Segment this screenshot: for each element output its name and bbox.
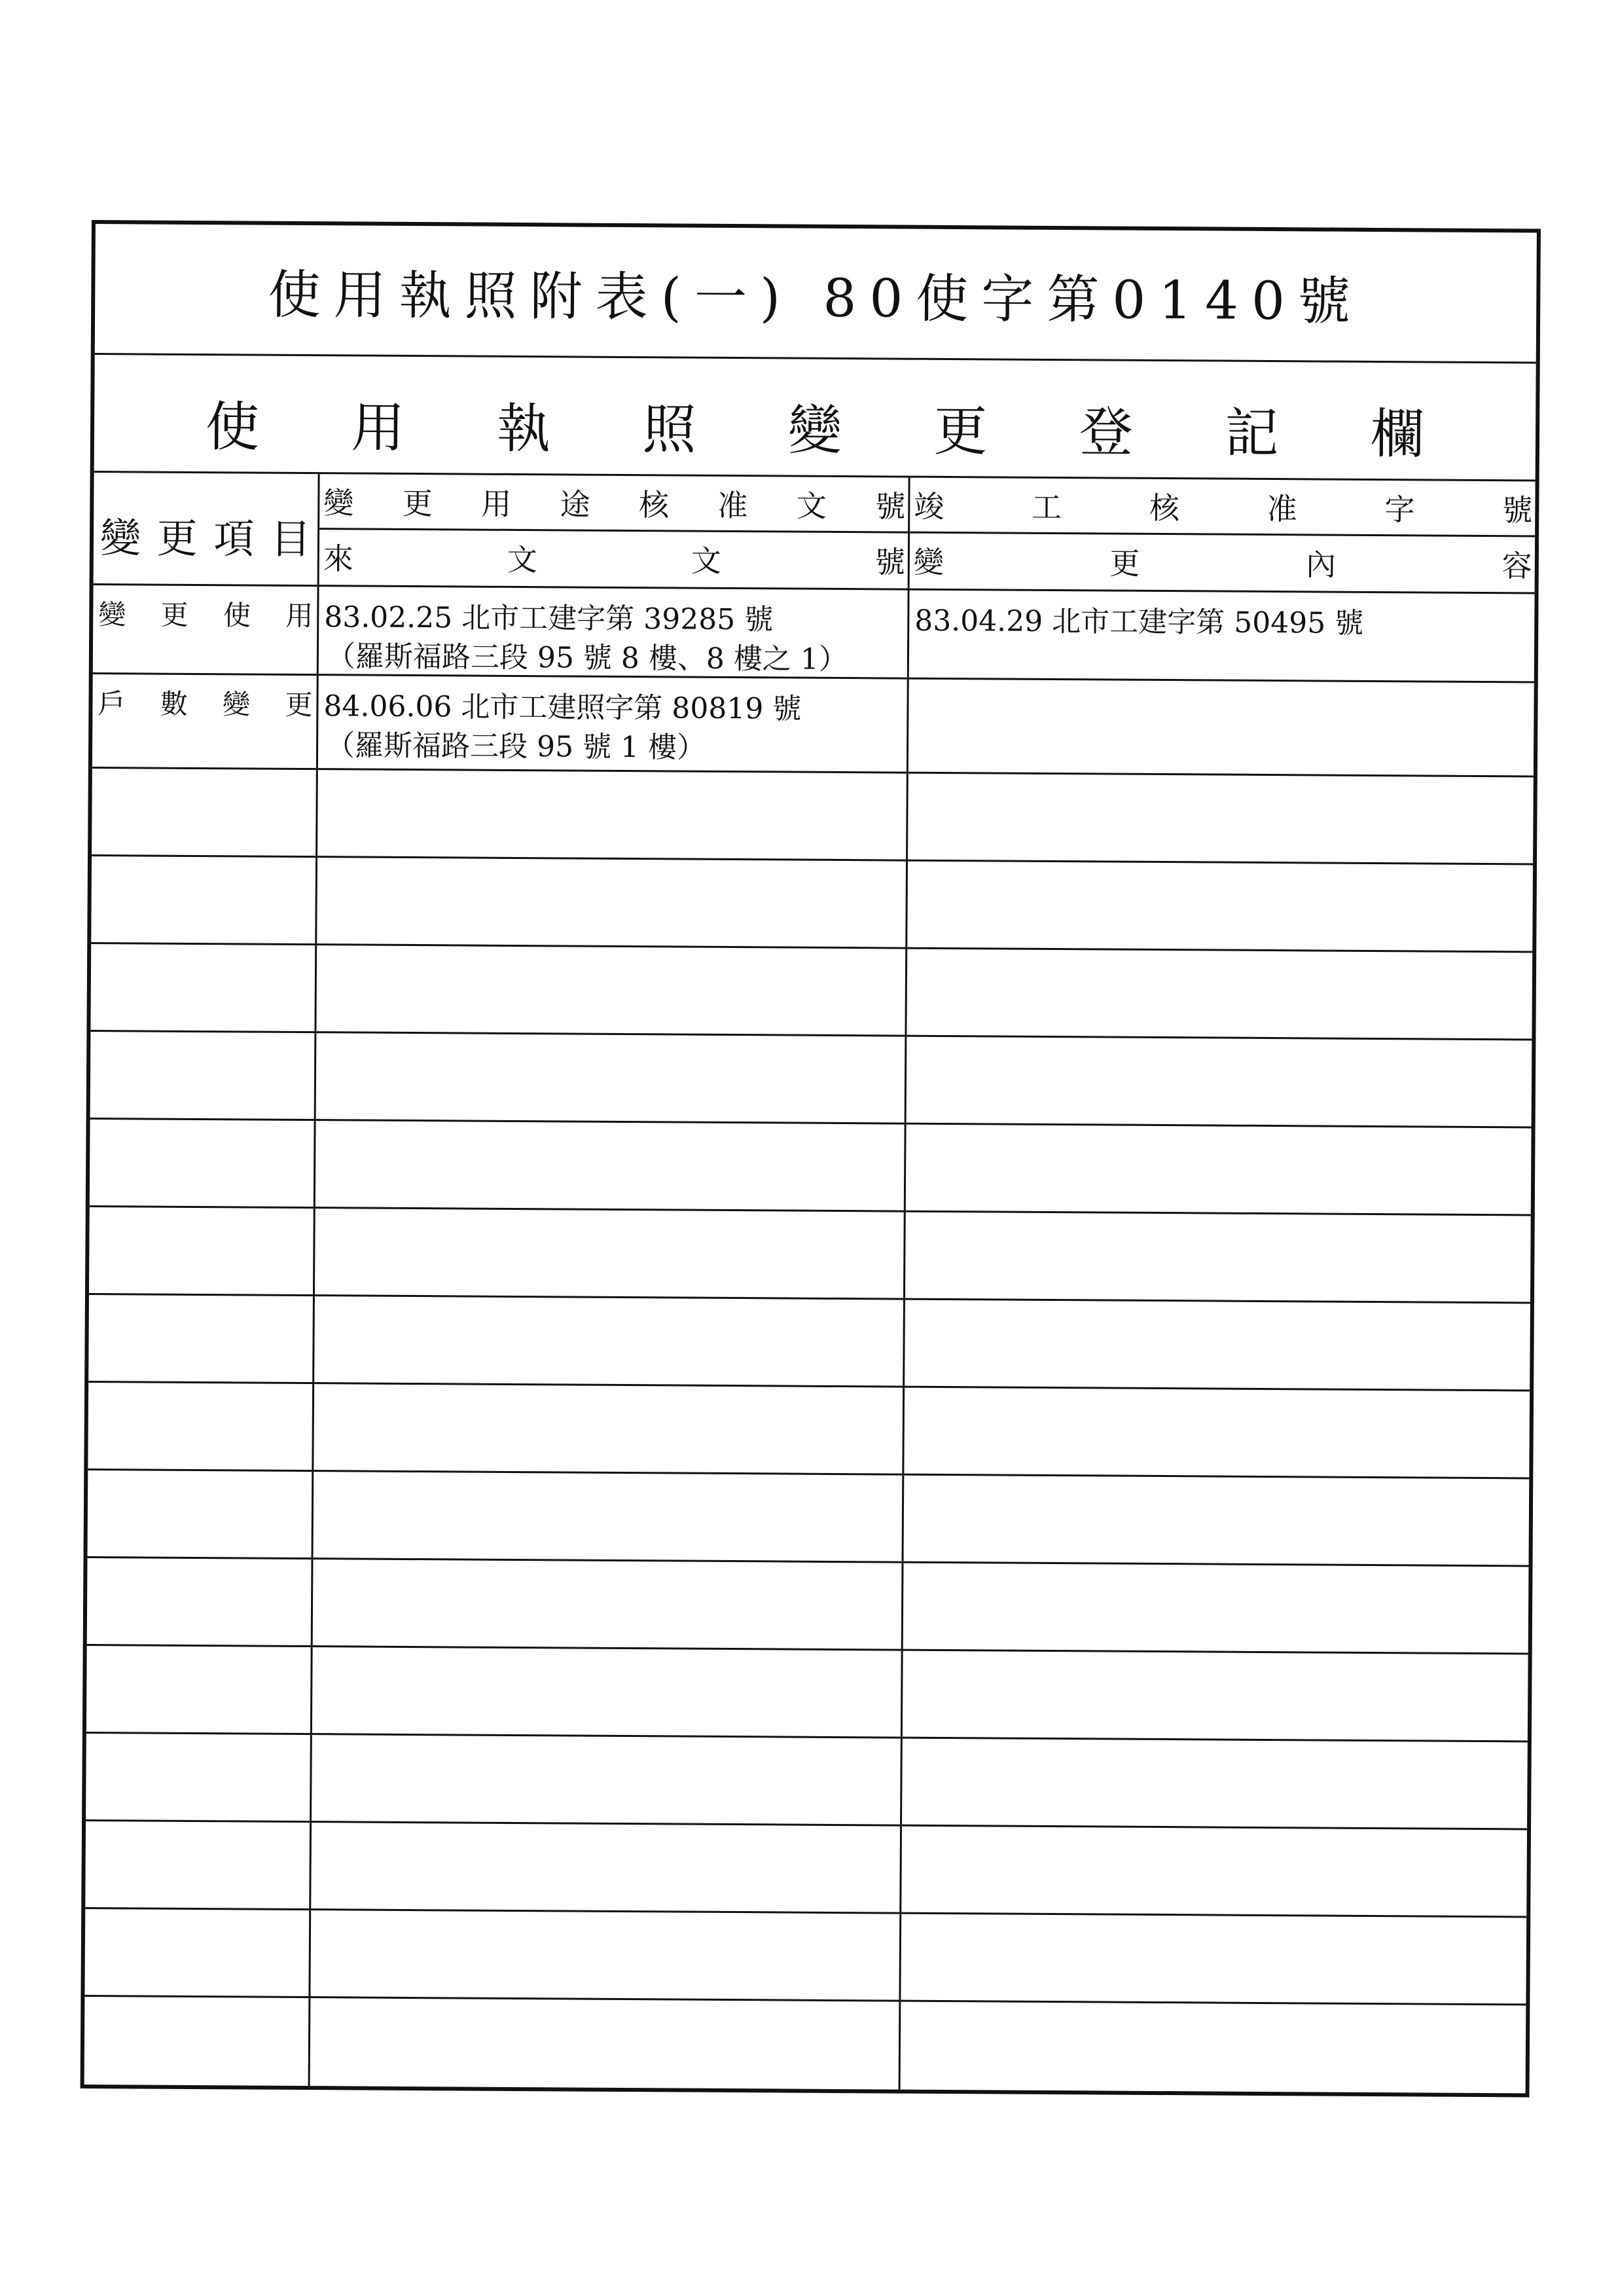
usage-permit-form — [81, 220, 1541, 2097]
table-row-empty — [90, 1120, 1532, 1216]
table-row-empty — [86, 1734, 1528, 1830]
table-row-empty — [84, 1997, 1526, 2093]
form-title-band — [95, 224, 1537, 363]
row-approval-cell — [318, 676, 909, 772]
table-row-empty — [89, 1207, 1531, 1303]
table-row — [92, 674, 1534, 777]
header-item-label: 變 更 項 目 — [99, 514, 312, 564]
row-completion-number: 83.04.29 北市工建字第 50495 號 — [914, 604, 1364, 640]
table-row-empty — [91, 856, 1533, 953]
table-row-empty — [88, 1295, 1530, 1391]
table-row-empty — [86, 1646, 1528, 1742]
header-completion-cell — [910, 478, 1536, 592]
table-row-empty — [92, 769, 1534, 865]
header-approval-number-label: 變 更 用 途 核 准 文 號 — [323, 485, 906, 524]
table-row-empty — [84, 1909, 1526, 2005]
form-title: 使用執照附表(一) 80使字第0140號 — [268, 264, 1364, 332]
table-row-empty — [90, 944, 1532, 1040]
row-item-cell — [92, 674, 319, 768]
form-subtitle: 使 用 執 照 變 更 登 記 欄 — [205, 396, 1425, 466]
header-incoming-document-label: 來 文 文 號 — [323, 540, 905, 580]
change-record-table — [84, 473, 1536, 2093]
form-subtitle-band — [94, 355, 1536, 481]
table-row — [93, 585, 1535, 683]
table-row-empty — [88, 1383, 1530, 1479]
row-item-label: 變 更 使 用 — [98, 598, 314, 632]
row-item-label: 戶 數 變 更 — [98, 687, 313, 721]
row-completion-cell — [909, 591, 1535, 682]
header-item-cell — [94, 473, 320, 585]
table-row-empty — [87, 1558, 1529, 1654]
row-address: （羅斯福路三段 95 號 1 樓） — [325, 729, 706, 765]
row-approval-number: 83.02.25 北市工建字第 39285 號 — [324, 600, 774, 637]
table-row-empty — [88, 1470, 1530, 1567]
header-approval-cell — [319, 474, 910, 589]
row-approval-number: 84.06.06 北市工建照字第 80819 號 — [323, 689, 802, 726]
header-change-content-label: 變 更 內 容 — [913, 544, 1532, 583]
table-row-empty — [85, 1821, 1527, 1918]
table-header-row — [94, 473, 1536, 594]
row-completion-cell — [908, 680, 1534, 776]
table-row-empty — [90, 1032, 1532, 1128]
row-address: （羅斯福路三段 95 號 8 樓、8 樓之 1） — [326, 640, 848, 677]
row-approval-cell — [319, 587, 910, 678]
row-item-cell — [93, 585, 319, 674]
header-completion-number-label: 竣 工 核 准 字 號 — [914, 488, 1533, 528]
